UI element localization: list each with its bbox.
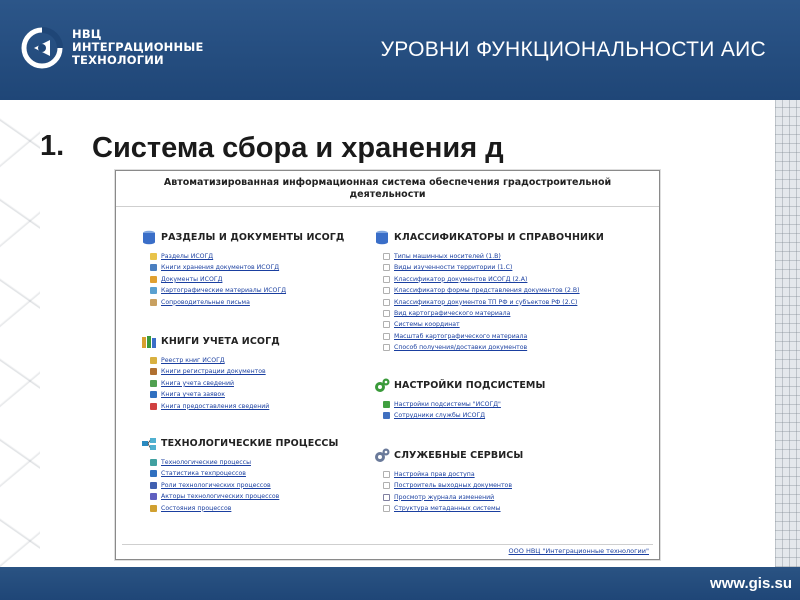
item-link[interactable]: Системы координат (394, 321, 460, 329)
logo-line-2: ИНТЕГРАЦИОННЫЕ (72, 40, 204, 54)
ais-screenshot-window (115, 170, 660, 560)
company-footer-link[interactable]: ООО НВЦ "Интеграционные технологии" (508, 547, 649, 555)
item-link[interactable]: Классификатор документов ТП РФ и субъектов РФ (2.С) (394, 298, 578, 306)
item-link[interactable]: Акторы технологических процессов (161, 493, 280, 501)
list-icon (383, 276, 390, 283)
window-title: Автоматизированная информационная система обеспечения градостроительной деятельности (116, 171, 659, 207)
item-link[interactable]: Технологические процессы (161, 459, 251, 466)
stats-icon (150, 470, 157, 477)
item-link[interactable]: Книги регистрации документов (161, 368, 266, 376)
company-logo (20, 24, 220, 76)
logo-line-1: НВЦ (72, 27, 102, 41)
list-icon (383, 333, 390, 340)
item-link[interactable]: Настройка прав доступа (394, 471, 475, 478)
section-title: ТЕХНОЛОГИЧЕСКИЕ ПРОЦЕССЫ (161, 438, 339, 449)
item-link[interactable]: Вид картографического материала (394, 309, 511, 317)
item-link[interactable]: Статистика техпроцессов (161, 470, 246, 478)
item-link[interactable]: Масштаб картографического материала (394, 332, 528, 340)
left-map-background (0, 100, 40, 567)
state-icon (150, 505, 157, 512)
list-icon (383, 310, 390, 317)
books-icon (141, 334, 157, 349)
item-link[interactable]: Состояния процессов (161, 504, 232, 512)
users-icon (383, 412, 390, 419)
book-icon (150, 368, 157, 375)
item-link[interactable]: Книга предоставления сведений (161, 402, 270, 410)
logo-line-3: ТЕХНОЛОГИИ (72, 53, 164, 67)
role-icon (150, 482, 157, 489)
item-link[interactable]: Структура метаданных системы (394, 505, 501, 513)
logo-text (72, 28, 204, 67)
section-title: СЛУЖЕБНЫЕ СЕРВИСЫ (394, 450, 524, 461)
list-icon (383, 253, 390, 260)
header-bar (0, 0, 800, 100)
list-icon (383, 344, 390, 351)
item-link[interactable]: Просмотр журнала изменений (394, 493, 495, 501)
list-icon (383, 471, 390, 478)
item-link[interactable]: Виды изученности территории (1.С) (394, 264, 513, 272)
item-link[interactable]: Сотрудники службы ИСОГД (394, 412, 486, 420)
database-icon (141, 230, 157, 245)
footer-bar (0, 567, 800, 600)
map-strip-decoration (775, 100, 800, 567)
section-title: РАЗДЕЛЫ И ДОКУМЕНТЫ ИСОГД (161, 232, 345, 243)
book-icon (150, 264, 157, 271)
item-link[interactable]: Книга учета сведений (161, 379, 234, 387)
list-icon (383, 494, 390, 501)
item-link[interactable]: Роли технологических процессов (161, 481, 271, 489)
settings-icon (383, 401, 390, 408)
book-icon (150, 403, 157, 410)
window-footer-divider (122, 544, 653, 545)
item-link[interactable]: Книги хранения документов ИСОГД (161, 264, 280, 272)
item-link[interactable]: Настройки подсистемы "ИСОГД" (394, 401, 501, 408)
logo-globe-icon (20, 24, 68, 72)
item-link[interactable]: Способ получения/доставки документов (394, 344, 528, 352)
list-icon (383, 287, 390, 294)
item-link[interactable]: Документы ИСОГД (161, 275, 223, 283)
list-icon (383, 321, 390, 328)
item-link[interactable]: Картографические материалы ИСОГД (161, 287, 287, 295)
actor-icon (150, 493, 157, 500)
slide-title: УРОВНИ ФУНКЦИОНАЛЬНОСТИ АИС (380, 38, 766, 61)
section-title: НАСТРОЙКИ ПОДСИСТЕМЫ (394, 380, 546, 391)
document-icon (150, 276, 157, 283)
process-icon (150, 459, 157, 466)
list-icon (383, 482, 390, 489)
registry-icon (150, 357, 157, 364)
folder-icon (150, 253, 157, 260)
item-link[interactable]: Типы машинных носителей (1.В) (394, 253, 501, 260)
database-icon (374, 230, 390, 245)
map-icon (150, 287, 157, 294)
list-icon (383, 505, 390, 512)
heading-text: Система сбора и хранения д (92, 132, 504, 164)
item-link[interactable]: Разделы ИСОГД (161, 253, 214, 260)
letter-icon (150, 299, 157, 306)
gears-icon (374, 448, 390, 463)
item-link[interactable]: Построитель выходных документов (394, 482, 512, 490)
list-icon (383, 264, 390, 271)
settings-icon (374, 378, 390, 393)
process-icon (141, 436, 157, 451)
section-title: КЛАССИФИКАТОРЫ И СПРАВОЧНИКИ (394, 232, 604, 243)
heading-number: 1. (40, 130, 65, 162)
item-link[interactable]: Сопроводительные письма (161, 298, 250, 306)
item-link[interactable]: Классификатор формы представления документов (2.В) (394, 287, 580, 295)
item-link[interactable]: Книга учета заявок (161, 391, 225, 399)
book-icon (150, 380, 157, 387)
item-link[interactable]: Классификатор документов ИСОГД (2.А) (394, 275, 528, 283)
section-title: КНИГИ УЧЕТА ИСОГД (161, 336, 280, 347)
book-icon (150, 391, 157, 398)
item-link[interactable]: Реестр книг ИСОГД (161, 357, 225, 364)
website-link[interactable]: www.gis.su (710, 575, 792, 592)
list-icon (383, 299, 390, 306)
